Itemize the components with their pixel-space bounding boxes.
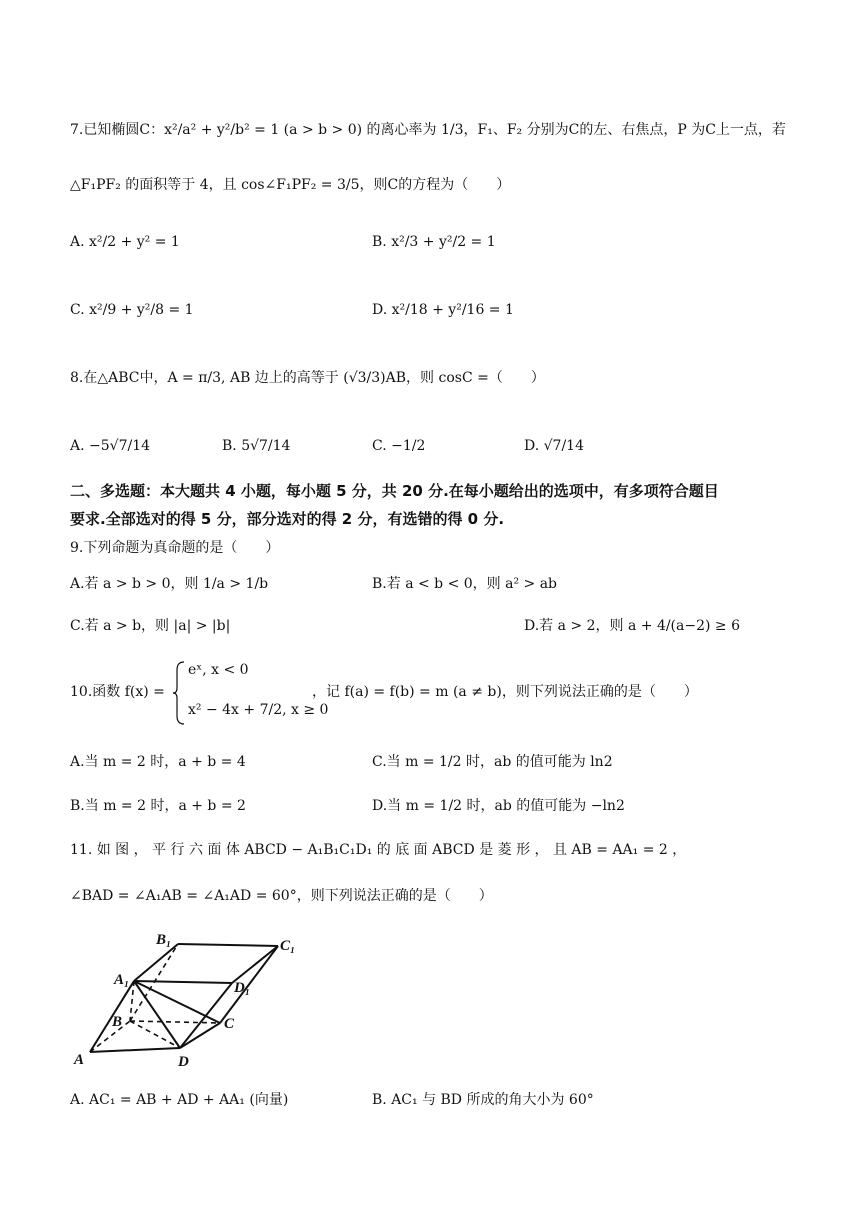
q10-case1: eˣ, x < 0 <box>188 662 249 678</box>
q7-stem-line1: 7.已知椭圆C：x²/a² + y²/b² = 1 (a > b > 0) 的离心率为 1/3，F₁、F₂ 分别为C的左、右焦点，P 为C上一点，若 <box>70 122 786 138</box>
q7-option-c: C. x²/9 + y²/8 = 1 <box>70 302 194 318</box>
q8-stem: 8.在△ABC中，A = π/3, AB 边上的高等于 (√3/3)AB，则 cosC =（ ） <box>70 370 545 386</box>
q11-option-b: B. AC₁ 与 BD 所成的角大小为 60° <box>372 1092 594 1108</box>
label-b: B <box>112 1014 123 1030</box>
q9-option-b: B.若 a < b < 0，则 a² > ab <box>372 576 558 592</box>
section2-heading-line2: 要求.全部选对的得 5 分，部分选对的得 2 分，有选错的得 0 分. <box>70 510 505 528</box>
q9-option-c: C.若 a > b，则 |a| > |b| <box>70 618 231 634</box>
q8-option-d: D. √7/14 <box>524 438 584 454</box>
q11-stem-line2: ∠BAD = ∠A₁AB = ∠A₁AD = 60°，则下列说法正确的是（ ） <box>70 888 493 904</box>
q10-suffix: ，记 f(a) = f(b) = m (a ≠ b)，则下列说法正确的是（ ） <box>312 684 698 700</box>
q10-brace-icon <box>172 660 186 726</box>
label-c1: C₁ <box>280 938 296 954</box>
q7-stem-line2: △F₁PF₂ 的面积等于 4，且 cos∠F₁PF₂ = 3/5，则C的方程为（ ） <box>70 177 511 193</box>
edge-bc-hidden <box>130 1021 220 1023</box>
label-c: C <box>224 1016 235 1032</box>
q7-option-b: B. x²/3 + y²/2 = 1 <box>372 234 496 250</box>
label-d: D <box>178 1054 189 1068</box>
q11-stem-line1: 11. 如 图 ， 平 行 六 面 体 ABCD − A₁B₁C₁D₁ 的 底 面 ABCD 是 菱 形 ， 且 AB = AA₁ = 2 ， <box>70 842 687 858</box>
edge-bd-hidden <box>130 1021 180 1048</box>
edge-ab-hidden <box>90 1021 130 1052</box>
q8-option-a: A. −5√7/14 <box>70 438 151 454</box>
edge-dc <box>180 1023 220 1048</box>
label-a1: A₁ <box>114 972 130 988</box>
label-d1: D₁ <box>234 980 251 996</box>
edge-a1b1 <box>134 944 178 981</box>
q8-option-c: C. −1/2 <box>372 438 426 454</box>
parallelepiped-figure <box>68 928 308 1068</box>
q9-option-d: D.若 a > 2，则 a + 4/(a−2) ≥ 6 <box>524 618 741 634</box>
edge-ad <box>90 1048 180 1052</box>
q9-stem: 9.下列命题为真命题的是（ ） <box>70 540 280 556</box>
q10-case2: x² − 4x + 7/2, x ≥ 0 <box>188 702 329 718</box>
q10-option-a: A.当 m = 2 时，a + b = 4 <box>70 754 246 770</box>
q11-option-a: A. AC₁ = AB + AD + AA₁ (向量) <box>70 1092 289 1108</box>
edge-a1c <box>134 981 220 1023</box>
edge-b1c1 <box>178 944 278 946</box>
q10-option-d: D.当 m = 1/2 时，ab 的值可能为 −ln2 <box>372 798 625 814</box>
edge-a1d1 <box>134 981 232 983</box>
q10-option-c: C.当 m = 1/2 时，ab 的值可能为 ln2 <box>372 754 613 770</box>
q7-option-a: A. x²/2 + y² = 1 <box>70 234 180 250</box>
q9-option-a: A.若 a > b > 0，则 1/a > 1/b <box>70 576 269 592</box>
q7-option-d: D. x²/18 + y²/16 = 1 <box>372 302 514 318</box>
q8-option-b: B. 5√7/14 <box>222 438 291 454</box>
edge-a1d <box>134 981 180 1048</box>
label-b1: B₁ <box>156 932 172 948</box>
q10-option-b: B.当 m = 2 时，a + b = 2 <box>70 798 246 814</box>
section2-heading-line1: 二、多选题：本大题共 4 小题，每小题 5 分，共 20 分.在每小题给出的选项中，有多项符合题目 <box>70 482 719 500</box>
label-a: A <box>74 1052 85 1068</box>
q10-prefix: 10.函数 f(x) = <box>70 684 165 700</box>
